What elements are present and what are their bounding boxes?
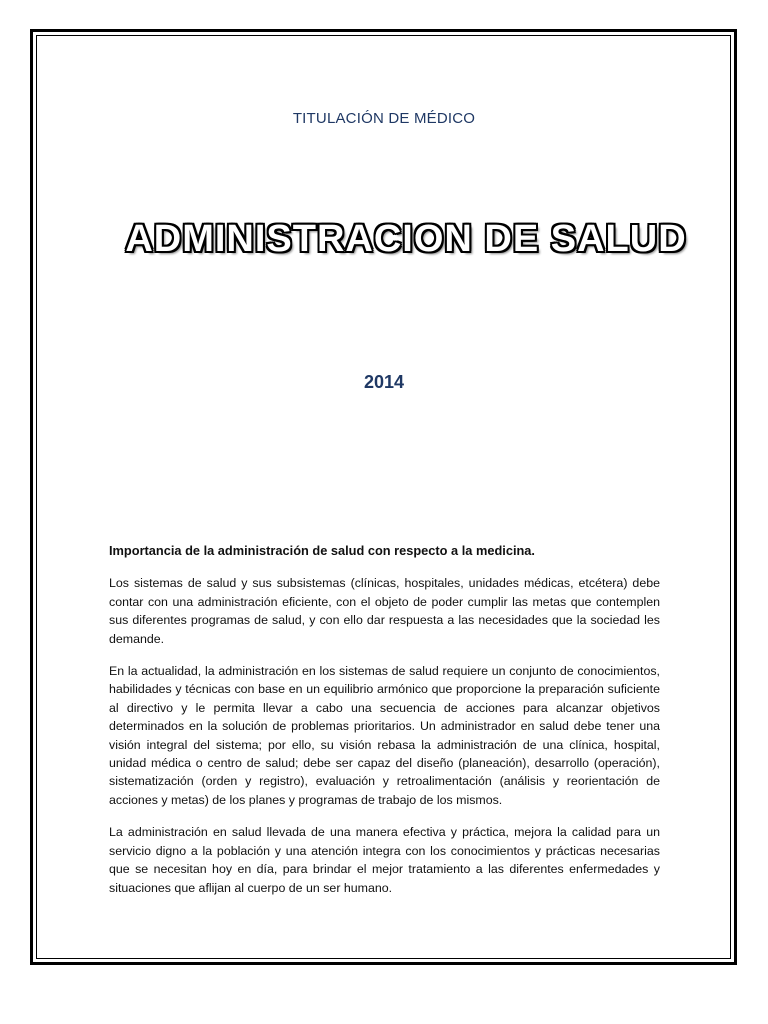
document-body bbox=[109, 542, 660, 911]
document-title: ADMINISTRACION DE SALUD bbox=[125, 218, 687, 260]
paragraph-2: En la actualidad, la administración en los sistemas de salud requiere un conjunto de conocimientos, habilidades y técnicas con base en un equilibrio armónico que proporcione la preparación suficiente al directivo y le permita llevar a cabo una secuencia de acciones para alcanzar objetivos determinados en la solución de problemas prioritarios. Un administrador en salud debe tener una visión integral del sistema; por ello, su visión rebasa la administración de una clínica, hospital, unidad médica o centro de salud; debe ser capaz del diseño (planeación), desarrollo (operación), sistematización (orden y registro), evaluación y retroalimentación (análisis y reorientación de acciones y metas) de los planes y programas de trabajo de los mismos. bbox=[109, 664, 660, 807]
document-year: 2014 bbox=[363, 372, 405, 392]
document-subtitle: TITULACIÓN DE MÉDICO bbox=[292, 110, 476, 127]
paragraph-1: Los sistemas de salud y sus subsistemas (clínicas, hospitales, unidades médicas, etcétera) debe contar con una administración eficiente, con el objeto de poder cumplir las metas que contemplen sus diferentes programas de salud, y con ello dar respuesta a las necesidades que la sociedad les demande. bbox=[109, 576, 660, 646]
paragraph-3: La administración en salud llevada de una manera efectiva y práctica, mejora la calidad para un servicio digno a la población y una atención integra con los conocimientos y prácticas necesarias que se necesitan hoy en día, para brindar el mejor tratamiento a las diferentes enfermedades y situaciones que aflijan al cuerpo de un ser humano. bbox=[109, 825, 660, 895]
section-heading: Importancia de la administración de salud con respecto a la medicina. bbox=[109, 543, 535, 558]
